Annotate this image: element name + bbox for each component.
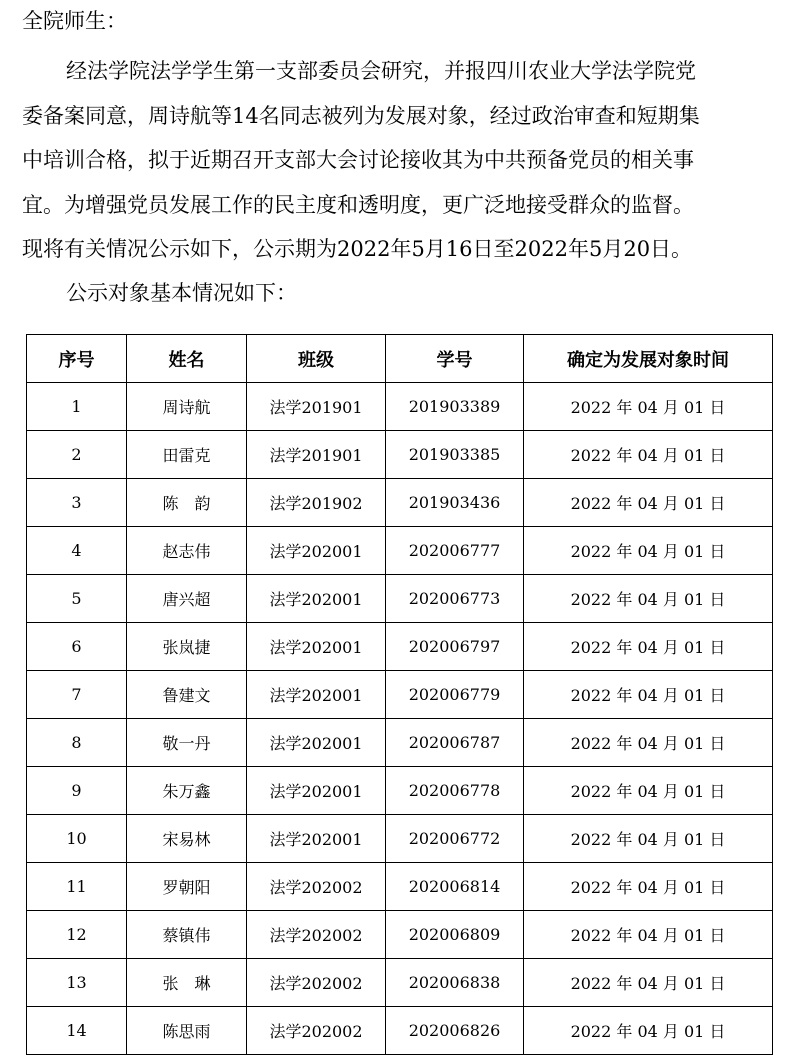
table-row [27, 767, 773, 815]
body-line: 宜。为增强党员发展工作的民主度和透明度，更广泛地接受群众的监督。 [22, 192, 694, 217]
table-row [27, 863, 773, 911]
cell-name: 罗朝阳 [127, 863, 247, 911]
cell-name: 宋易林 [127, 815, 247, 863]
cell-class: 法学202002 [247, 959, 386, 1007]
cell-name: 张岚捷 [127, 623, 247, 671]
cell-date: 2022 年 04 月 01 日 [524, 671, 773, 719]
cell-student-id: 202006777 [386, 527, 524, 575]
cell-student-id: 202006826 [386, 1007, 524, 1055]
cell-index: 12 [27, 911, 127, 959]
table-row [27, 959, 773, 1007]
cell-class: 法学202002 [247, 911, 386, 959]
table-row [27, 815, 773, 863]
cell-name: 赵志伟 [127, 527, 247, 575]
cell-index: 5 [27, 575, 127, 623]
cell-date: 2022 年 04 月 01 日 [524, 1007, 773, 1055]
cell-index: 3 [27, 479, 127, 527]
cell-class: 法学202001 [247, 575, 386, 623]
header-index: 序号 [27, 335, 127, 383]
cell-class: 法学202001 [247, 767, 386, 815]
cell-date: 2022 年 04 月 01 日 [524, 767, 773, 815]
header-date: 确定为发展对象时间 [524, 335, 773, 383]
table-row [27, 527, 773, 575]
cell-student-id: 202006773 [386, 575, 524, 623]
cell-index: 2 [27, 431, 127, 479]
cell-class: 法学202001 [247, 719, 386, 767]
cell-name: 朱万鑫 [127, 767, 247, 815]
table-row [27, 1007, 773, 1055]
cell-class: 法学201901 [247, 383, 386, 431]
table-header-row [27, 335, 773, 383]
cell-name: 鲁建文 [127, 671, 247, 719]
cell-student-id: 202006838 [386, 959, 524, 1007]
table-row [27, 479, 773, 527]
header-name: 姓名 [127, 335, 247, 383]
cell-index: 10 [27, 815, 127, 863]
cell-student-id: 201903389 [386, 383, 524, 431]
table-row [27, 431, 773, 479]
cell-student-id: 202006809 [386, 911, 524, 959]
cell-date: 2022 年 04 月 01 日 [524, 383, 773, 431]
cell-index: 9 [27, 767, 127, 815]
cell-name: 田雷克 [127, 431, 247, 479]
cell-student-id: 202006814 [386, 863, 524, 911]
cell-student-id: 202006779 [386, 671, 524, 719]
cell-class: 法学202001 [247, 815, 386, 863]
cell-date: 2022 年 04 月 01 日 [524, 623, 773, 671]
cell-date: 2022 年 04 月 01 日 [524, 911, 773, 959]
table-row [27, 575, 773, 623]
table-body [27, 383, 773, 1055]
cell-date: 2022 年 04 月 01 日 [524, 863, 773, 911]
candidate-table [26, 334, 773, 1055]
cell-index: 7 [27, 671, 127, 719]
cell-date: 2022 年 04 月 01 日 [524, 719, 773, 767]
cell-date: 2022 年 04 月 01 日 [524, 815, 773, 863]
header-student-id: 学号 [386, 335, 524, 383]
cell-class: 法学201902 [247, 479, 386, 527]
body-line: 现将有关情况公示如下，公示期为2022年5月16日至2022年5月20日。 [22, 237, 693, 261]
cell-student-id: 202006772 [386, 815, 524, 863]
cell-student-id: 201903385 [386, 431, 524, 479]
body-line: 委备案同意，周诗航等14名同志被列为发展对象，经过政治审查和短期集 [22, 103, 700, 128]
cell-index: 4 [27, 527, 127, 575]
body-line: 经法学院法学学生第一支部委员会研究，并报四川农业大学法学院党 [66, 59, 696, 83]
body-line: 中培训合格，拟于近期召开支部大会讨论接收其为中共预备党员的相关事 [22, 148, 694, 172]
cell-name: 蔡镇伟 [127, 911, 247, 959]
cell-name: 张 琳 [127, 959, 247, 1007]
cell-name: 陈 韵 [127, 479, 247, 527]
cell-index: 13 [27, 959, 127, 1007]
cell-date: 2022 年 04 月 01 日 [524, 431, 773, 479]
table-row [27, 671, 773, 719]
table-row [27, 383, 773, 431]
cell-index: 1 [27, 383, 127, 431]
cell-index: 6 [27, 623, 127, 671]
cell-index: 14 [27, 1007, 127, 1055]
cell-name: 敬一丹 [127, 719, 247, 767]
table-row [27, 911, 773, 959]
cell-date: 2022 年 04 月 01 日 [524, 527, 773, 575]
header-class: 班级 [247, 335, 386, 383]
cell-class: 法学202001 [247, 527, 386, 575]
cell-student-id: 202006778 [386, 767, 524, 815]
table-row [27, 719, 773, 767]
cell-name: 唐兴超 [127, 575, 247, 623]
cell-date: 2022 年 04 月 01 日 [524, 959, 773, 1007]
cell-name: 陈思雨 [127, 1007, 247, 1055]
cell-class: 法学201901 [247, 431, 386, 479]
cell-class: 法学202002 [247, 1007, 386, 1055]
cell-index: 8 [27, 719, 127, 767]
cell-date: 2022 年 04 月 01 日 [524, 575, 773, 623]
cell-index: 11 [27, 863, 127, 911]
cell-student-id: 202006787 [386, 719, 524, 767]
table-intro: 公示对象基本情况如下： [66, 281, 297, 305]
cell-student-id: 202006797 [386, 623, 524, 671]
cell-class: 法学202002 [247, 863, 386, 911]
cell-date: 2022 年 04 月 01 日 [524, 479, 773, 527]
table-row [27, 623, 773, 671]
notice-body [22, 49, 782, 272]
cell-class: 法学202001 [247, 623, 386, 671]
cell-class: 法学202001 [247, 671, 386, 719]
greeting: 全院师生： [22, 9, 127, 33]
cell-student-id: 201903436 [386, 479, 524, 527]
cell-name: 周诗航 [127, 383, 247, 431]
